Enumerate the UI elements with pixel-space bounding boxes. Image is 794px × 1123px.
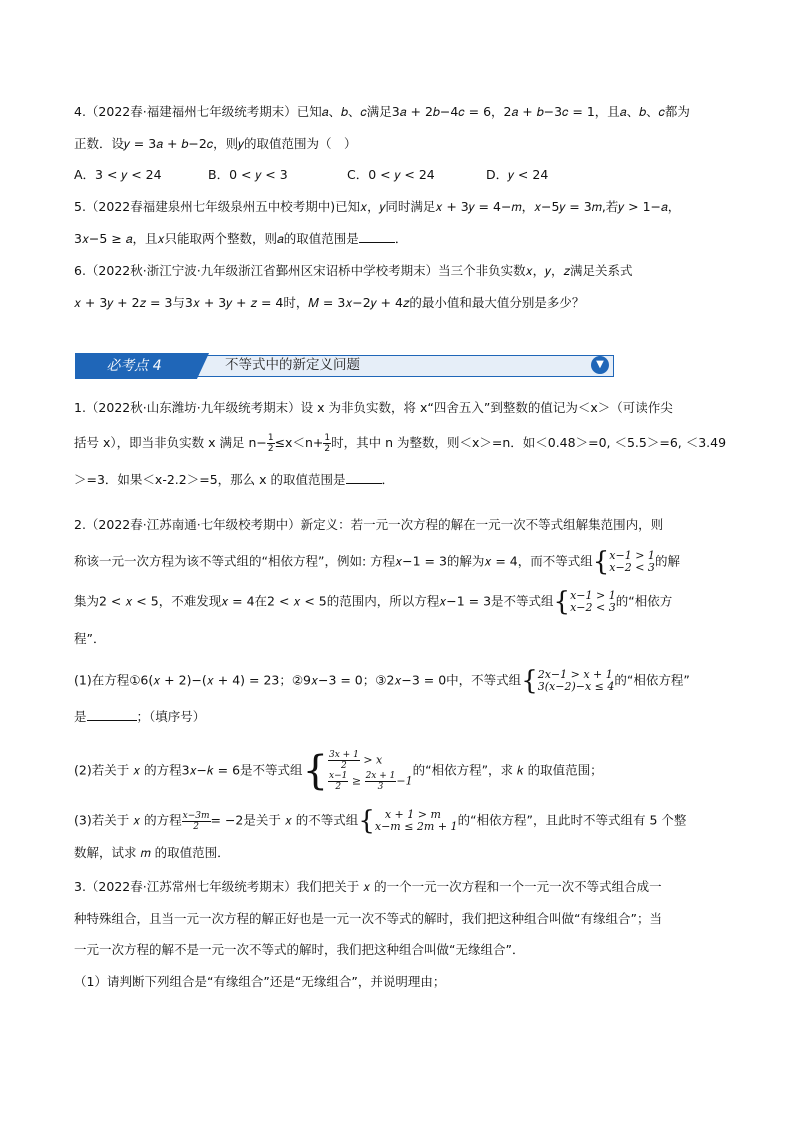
- frac-num: 2𝑥 + 1: [365, 771, 396, 781]
- sys-row: 𝑥−𝑚 ≤ 2𝑚 + 1: [374, 820, 458, 833]
- s2-p3-b: = −2是关于 𝑥 的不等式组: [210, 812, 359, 828]
- s2-p1-b: 的“相依方程”: [614, 672, 690, 688]
- s2-part2: [74, 750, 603, 792]
- q5-line2: [74, 228, 407, 249]
- answer-blank: [359, 228, 395, 243]
- section-title: 不等式中的新定义问题: [225, 357, 360, 373]
- sys-tail: > 𝑥: [363, 753, 383, 767]
- s1-line3-text: ＞=3．如果＜x-2.2＞=5，那么 x 的取值范围是: [74, 472, 346, 487]
- s2-part3: [74, 808, 686, 834]
- fraction: [182, 811, 211, 832]
- s2-p1-d: ；（填序号）: [136, 709, 206, 724]
- s2-p3-c: 的“相依方程”，且此时不等式组有 5 个整: [457, 812, 687, 828]
- s1-line1: 1.（2022秋·山东潍坊·九年级统考期末）设 x 为非负实数，将 x“四舍五入”到整数的值记为＜x＞（可读作尖: [74, 400, 673, 415]
- section-banner: [75, 353, 615, 379]
- q5-line1: 5.（2022春福建泉州七年级泉州五中校考期中)已知𝑥，𝑦同时满足𝑥 + 3𝑦 = 4−𝑚，𝑥−5𝑦 = 3𝑚,若𝑦 > 1−𝑎，: [74, 199, 681, 214]
- s3-line4: （1）请判断下列组合是“有缘组合”还是“无缘组合”，并说明理由；: [74, 974, 446, 989]
- s2-line4: 程”．: [74, 631, 106, 646]
- s2-part3-line2: 数解，试求 𝑚 的取值范围．: [74, 845, 230, 860]
- s2-line3-b: 的“相依方: [615, 593, 673, 609]
- inequality-system: { 𝑥 + 1 > 𝑚 𝑥−𝑚 ≤ 2𝑚 + 1: [358, 806, 458, 836]
- q5-line2-end: ．: [394, 231, 408, 246]
- q4-option-a: A．3 < 𝑦 < 24: [74, 167, 162, 182]
- sys-row: 3(𝑥−2)−𝑥 ≤ 4: [537, 680, 615, 693]
- frac-den: 2: [324, 444, 331, 454]
- frac-den: 2: [193, 821, 199, 832]
- s2-p2-b: 的“相依方程”，求 𝑘 的取值范围；: [412, 762, 603, 778]
- s2-line3: [74, 589, 672, 615]
- s2-p2-a: (2)若关于 𝑥 的方程3𝑥−𝑘 = 6是不等式组: [74, 762, 303, 778]
- s3-line2: 种特殊组合，且当一元一次方程的解正好也是一元一次不等式的解时，我们把这种组合叫做“有缘组合”；当: [74, 911, 662, 926]
- sys-tail: −1: [396, 774, 413, 788]
- s1-line2: [74, 433, 726, 454]
- q4-option-b: B．0 < 𝑦 < 3: [208, 167, 288, 182]
- s2-line1: 2.（2022春·江苏南通·七年级校考期中）新定义：若一元一次方程的解在一元一次不等式组解集范围内，则: [74, 517, 664, 532]
- section-tag: 必考点 4: [75, 353, 193, 379]
- s2-line2-b: 的解: [654, 553, 680, 569]
- frac-num: 𝑥−3𝑚: [182, 810, 210, 821]
- answer-blank: [346, 469, 382, 484]
- s2-p3-a: (3)若关于 𝑥 的方程: [74, 812, 182, 828]
- sys-row: 𝑥−1 > 1: [609, 549, 655, 562]
- sys-row: [328, 771, 413, 792]
- sys-row: [328, 750, 413, 771]
- s2-part1: [74, 668, 690, 694]
- frac-num: 𝑥−1: [329, 771, 348, 781]
- s2-line3-a: 集为2 < 𝑥 < 5，不难发现𝑥 = 4在2 < 𝑥 < 5的范围内，所以方程𝑥−1 = 3是不等式组: [74, 593, 554, 609]
- sys-row: 𝑥−2 < 3: [570, 601, 616, 614]
- s2-line2-a: 称该一元一次方程为该不等式组的“相依方程”，例如: 方程𝑥−1 = 3的解为𝑥 = 4，而不等式组: [74, 553, 593, 569]
- sys-row: 𝑥−1 > 1: [570, 589, 616, 602]
- fraction-half: [323, 433, 331, 454]
- frac-num: 1: [267, 433, 274, 443]
- inequality-system: { 𝑥−1 > 1 𝑥−2 < 3: [592, 547, 655, 577]
- frac-num: 1: [324, 433, 331, 443]
- s1-line2-c: 时，其中 n 为整数，则＜x＞=n．如＜0.48＞=0, ＜5.5＞=6, ＜3.49: [331, 435, 727, 450]
- q4-option-d: D．𝑦 < 24: [486, 167, 549, 182]
- q4-option-c: C．0 < 𝑦 < 24: [347, 167, 435, 182]
- answer-blank: [87, 706, 137, 721]
- fraction-half: [267, 433, 275, 454]
- s2-line2: [74, 549, 680, 575]
- s3-line3: 一元一次方程的解不是一元一次不等式的解时，我们把这种组合叫做“无缘组合”．: [74, 942, 525, 957]
- q4-line2: 正数．设𝑦 = 3𝑎 + 𝑏−2𝑐，则𝑦的取值范围为（ ）: [74, 136, 357, 151]
- s1-line3-end: ．: [381, 472, 395, 487]
- sys-row: 2𝑥−1 > 𝑥 + 1: [537, 668, 613, 681]
- q4-line1: 4.（2022春·福建福州七年级统考期末）已知𝑎、𝑏、𝑐满足3𝑎 + 2𝑏−4𝑐 = 6，2𝑎 + 𝑏−3𝑐 = 1，且𝑎、𝑏、𝑐都为: [74, 104, 690, 119]
- sys-row: 𝑥 + 1 > 𝑚: [384, 808, 441, 821]
- frac-den: 2: [267, 444, 274, 454]
- chevron-down-icon: ▼: [591, 356, 609, 374]
- inequality-system: { 𝑥−1 > 1 𝑥−2 < 3: [553, 587, 616, 617]
- frac-den: 3: [377, 782, 384, 792]
- inequality-system: { 2𝑥−1 > 𝑥 + 1 3(𝑥−2)−𝑥 ≤ 4: [521, 666, 615, 696]
- s2-p1-a: (1)在方程①6(𝑥 + 2)−(𝑥 + 4) = 23；②9𝑥−3 = 0；③2𝑥−3 = 0中，不等式组: [74, 672, 522, 688]
- sys-ge: ≥: [351, 774, 362, 788]
- q6-line2: 𝑥 + 3𝑦 + 2𝑧 = 3与3𝑥 + 3𝑦 + 𝑧 = 4时，𝑀 = 3𝑥−2𝑦 + 4𝑧的最小值和最大值分别是多少？: [74, 295, 585, 310]
- s2-part1-line2: [74, 706, 205, 727]
- inequality-system: { $\frac{\text{3𝑥 + 1}}{2}$ > 𝑥 $\frac{\text{𝑥−1}}{2}$ ≥ $\frac{\text{2𝑥 + 1}}{3}$ −1: [302, 748, 413, 794]
- frac-den: 2: [335, 782, 342, 792]
- frac-den: 2: [341, 761, 347, 771]
- s2-p1-c: 是: [74, 709, 87, 724]
- frac-num: 3𝑥 + 1: [329, 750, 359, 760]
- s1-line2-b: ≤x＜n+: [274, 435, 324, 450]
- q6-line1: 6.（2022秋·浙江宁波·九年级浙江省鄞州区宋诏桥中学校考期末）当三个非负实数𝑥，𝑦，𝑧满足关系式: [74, 263, 633, 278]
- q5-line2-text: 3𝑥−5 ≥ 𝑎，且𝑥只能取两个整数，则𝑎的取值范围是: [74, 231, 359, 246]
- s1-line2-a: 括号 x），即当非负实数 x 满足 n−: [74, 435, 267, 450]
- sys-row: 𝑥−2 < 3: [609, 561, 655, 574]
- s3-line1: 3.（2022春·江苏常州七年级统考期末）我们把关于 𝑥 的一个一元一次方程和一个一元一次不等式组合成一: [74, 879, 662, 894]
- s1-line3: [74, 469, 394, 490]
